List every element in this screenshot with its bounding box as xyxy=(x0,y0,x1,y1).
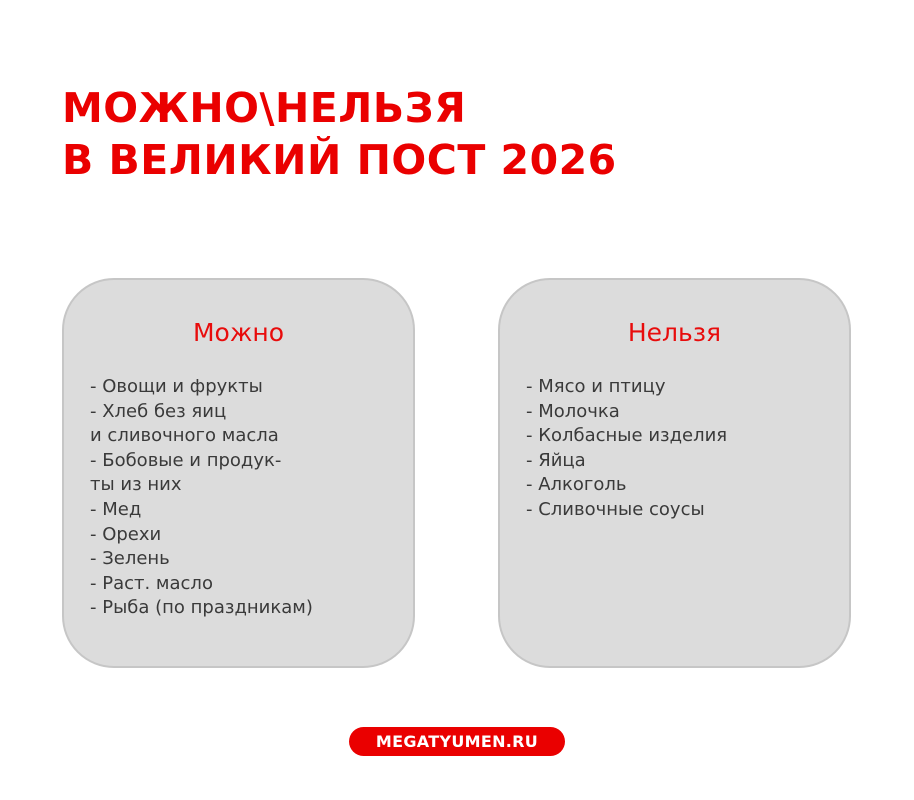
list-item: - Колбасные изделия xyxy=(526,425,728,447)
list-item: и сливочного масла xyxy=(90,425,279,447)
forbidden-card xyxy=(498,278,851,668)
list-item: - Раст. масло xyxy=(90,572,213,594)
list-item: - Яйца xyxy=(526,449,586,471)
list-item: - Алкоголь xyxy=(526,474,627,496)
list-item: - Хлеб без яиц xyxy=(90,400,227,422)
allowed-card xyxy=(62,278,415,668)
page-title-line-1: МОЖНО\НЕЛЬЗЯ xyxy=(62,84,467,132)
list-item: - Зелень xyxy=(90,548,170,570)
list-item: - Мясо и птицу xyxy=(526,376,666,397)
list-item: - Овощи и фрукты xyxy=(90,376,263,397)
page-title-line-2: В ВЕЛИКИЙ ПОСТ 2026 xyxy=(62,136,617,184)
page-title xyxy=(62,82,862,186)
site-badge: MEGATYUMEN.RU xyxy=(349,727,565,756)
list-item: - Сливочные соусы xyxy=(526,498,705,520)
list-item: - Молочка xyxy=(526,400,620,422)
list-item: - Рыба (по праздникам) xyxy=(90,597,313,619)
allowed-list xyxy=(90,375,399,621)
forbidden-list xyxy=(526,375,835,523)
forbidden-card-title: Нельзя xyxy=(627,318,722,347)
list-item: - Мед xyxy=(90,498,142,520)
allowed-card-title: Можно xyxy=(192,318,285,347)
list-item: ты из них xyxy=(90,474,182,496)
list-item: - Бобовые и продук- xyxy=(90,449,282,471)
list-item: - Орехи xyxy=(90,523,162,545)
